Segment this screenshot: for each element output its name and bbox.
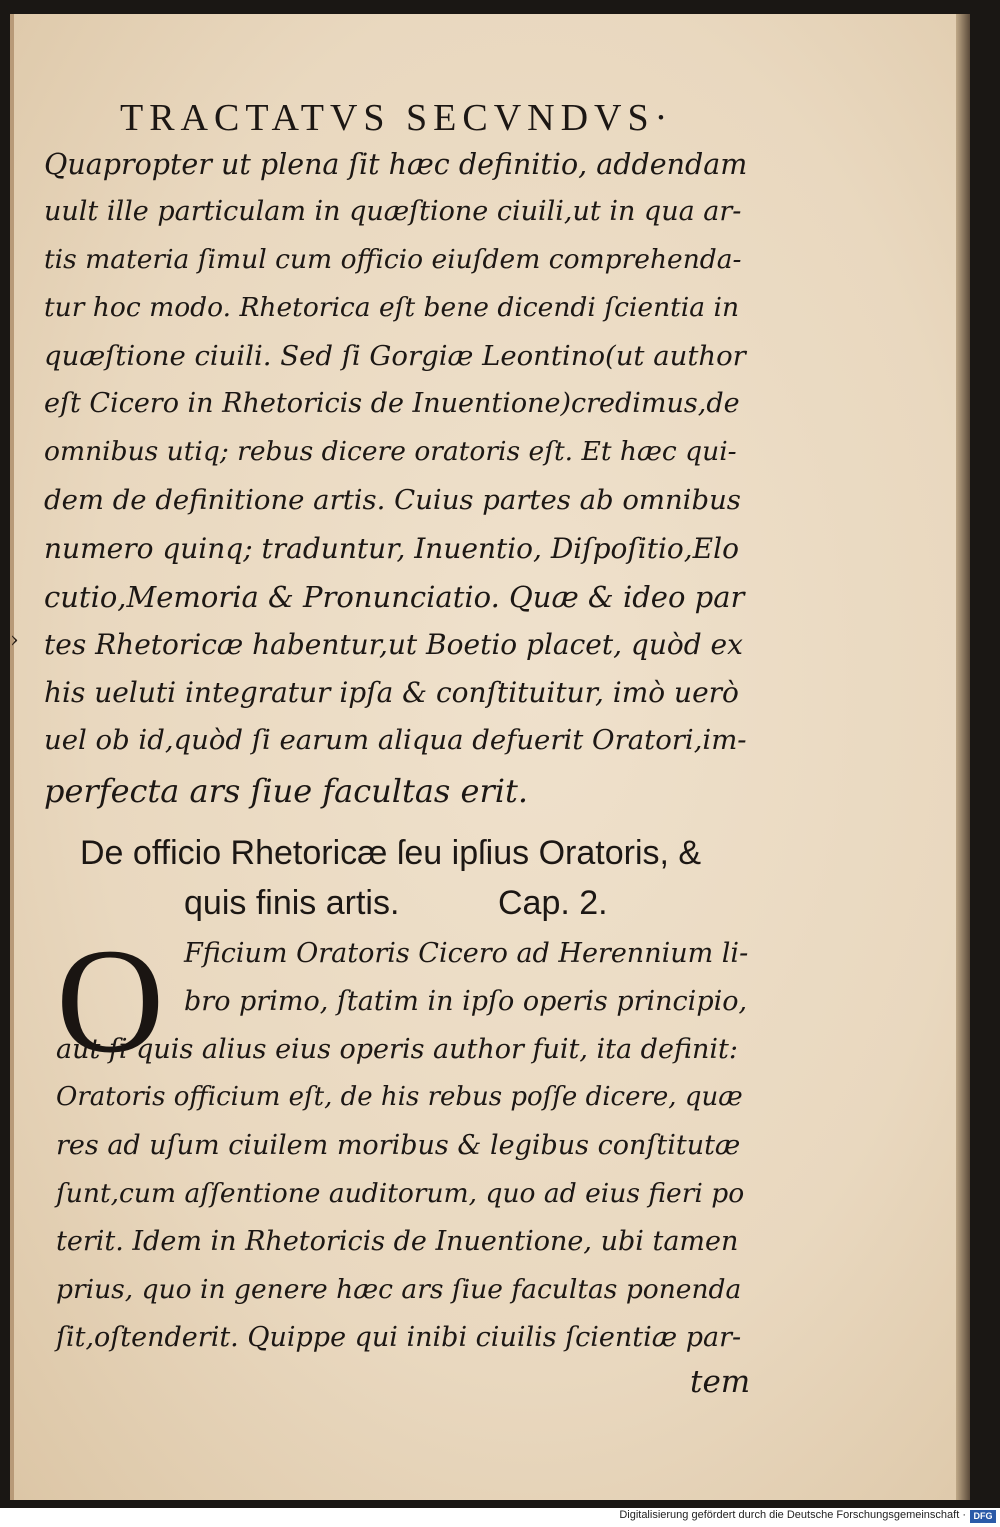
text-line: prius, quo in genere hæc ars ſiue facultas ponenda <box>56 1274 742 1305</box>
page-edge <box>956 14 970 1500</box>
text-line: dem de definitione artis. Cuius partes ab omnibus <box>44 484 741 516</box>
text-line: tis materia ſimul cum officio eiuſdem comprehenda- <box>44 244 742 275</box>
text-line: uel ob id,quòd ſi earum aliqua defuerit Oratori,im- <box>44 724 747 756</box>
text-line: perfecta ars ſiue facultas erit. <box>44 772 529 810</box>
text-line: Oratoris officium eſt, de his rebus poſſe dicere, quæ <box>56 1082 743 1112</box>
text-line: tes Rhetoricæ habentur,ut Boetio placet, quòd ex <box>44 628 743 661</box>
footer-credit: Digitalisierung gefördert durch die Deutsche Forschungsgemeinschaft · <box>619 1509 966 1521</box>
text-line: numero quinq; traduntur, Inuentio, Diſpoſitio,Elo <box>44 532 739 565</box>
running-head: TRACTATVS SECVNDVS· <box>120 97 674 139</box>
text-line: quæſtione ciuili. Sed ſi Gorgiæ Leontino(ut author <box>44 340 746 372</box>
text-line: Fficium Oratoris Cicero ad Herennium li- <box>184 938 749 969</box>
footer-bar <box>0 1508 1000 1527</box>
text-line: aut ſi quis alius eius operis author fuit, ita definit: <box>56 1034 738 1065</box>
text-line: bro primo, ſtatim in ipſo operis principio, <box>184 986 748 1017</box>
chapter-number: Cap. 2. <box>498 884 608 922</box>
text-line: his ueluti integratur ipſa & conſtituitur, imò uerò <box>44 676 739 709</box>
text-line: res ad uſum ciuilem moribus & legibus conſtitutæ <box>56 1130 741 1161</box>
text-line: ſunt,cum aſſentione auditorum, quo ad eius fieri po <box>56 1178 745 1209</box>
text-line: ſit,oſtenderit. Quippe qui inibi ciuilis ſcientiæ par- <box>56 1322 742 1353</box>
chapter-heading-line: De officio Rhetoricæ ſeu ipſius Oratoris, & <box>80 834 702 872</box>
text-line: eſt Cicero in Rhetoricis de Inuentione)credimus,de <box>44 388 740 419</box>
text-line: omnibus utiq; rebus dicere oratoris eſt. Et hæc qui- <box>44 436 737 467</box>
catchword: tem <box>690 1364 751 1400</box>
margin-mark: › <box>10 628 19 653</box>
dfg-logo-icon: DFG <box>970 1510 996 1523</box>
text-line: Quapropter ut plena ſit hæc definitio, addendam <box>44 148 748 181</box>
chapter-heading-line: quis finis artis. <box>184 884 400 922</box>
text-line: uult ille particulam in quæſtione ciuili,ut in qua ar- <box>44 196 742 227</box>
text-line: cutio,Memoria & Pronunciatio. Quæ & ideo par <box>44 580 745 614</box>
drop-initial: O <box>56 918 165 1084</box>
text-line: terit. Idem in Rhetoricis de Inuentione, ubi tamen <box>56 1226 739 1257</box>
text-line: tur hoc modo. Rhetorica eſt bene dicendi ſcientia in <box>44 292 740 323</box>
